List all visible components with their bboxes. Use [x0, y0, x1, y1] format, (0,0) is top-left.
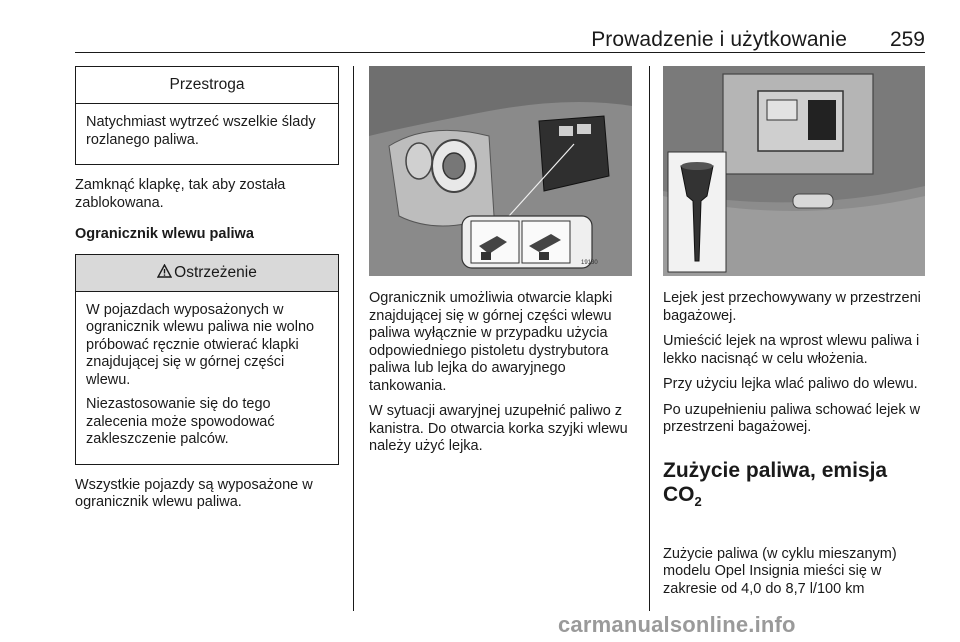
paragraph-all-vehicles: Wszystkie pojazdy są wyposażone w ogranicznik wlewu paliwa.	[75, 476, 313, 510]
paragraph-funnel-storage: Lejek jest przechowywany w przestrzeni bagażowej.	[663, 290, 921, 324]
section-title-text: Zużycie paliwa, emisja CO	[663, 458, 888, 506]
warning-box-title: Ostrzeżenie	[174, 263, 257, 281]
middle-column	[369, 290, 637, 464]
fuel-filler-figure	[369, 66, 632, 276]
warning-box-header	[76, 255, 338, 292]
warning-box-text-1: W pojazdach wyposażonych w ogranicznik wlewu paliwa nie wolno próbować ręcznie otwierać klapki znajdującej się w górnej części wlewu.	[86, 301, 315, 388]
header-divider	[75, 52, 925, 53]
subheading-fuel-limiter: Ogranicznik wlewu paliwa	[75, 226, 254, 242]
trunk-funnel-figure	[663, 66, 925, 276]
warning-box-text-2: Niezastosowanie się do tego zalecenia może spowodować zakleszczenie palców.	[86, 396, 275, 447]
paragraph-limiter-opening: Ogranicznik umożliwia otwarcie klapki znajdującej się w górnej części wlewu paliwa wyłącznie w przypadku użycia odpowiedniego pistoletu dystrybutora paliwa lub lejka do awaryjnego tankowania.	[369, 290, 613, 394]
column-divider-right	[649, 66, 650, 611]
paragraph-funnel-stow: Po uzupełnieniu paliwa schować lejek w przestrzeni bagażowej.	[663, 401, 921, 435]
warning-box	[75, 254, 339, 465]
section-title-subscript: 2	[694, 493, 702, 509]
page-header	[75, 28, 925, 50]
warning-triangle-icon	[157, 264, 172, 278]
paragraph-consumption-range: Zużycie paliwa (w cyklu mieszanym) modelu Opel Insignia mieści się w zakresie od 4,0 do 8,7 l/100 km	[663, 545, 897, 597]
paragraph-funnel-pour: Przy użyciu lejka wlać paliwo do wlewu.	[663, 376, 918, 392]
trunk-funnel-illustration	[663, 66, 925, 276]
page-number: 259	[889, 28, 925, 51]
column-divider-left	[353, 66, 354, 611]
right-column	[663, 290, 927, 606]
paragraph-close-flap: Zamknąć klapkę, tak aby została zablokowana.	[75, 177, 286, 211]
left-column	[75, 66, 339, 520]
section-title-fuel-consumption	[663, 459, 927, 514]
caution-box-text: Natychmiast wytrzeć wszelkie ślady rozlanego paliwa.	[86, 114, 316, 148]
watermark: carmanualsonline.info	[558, 612, 796, 637]
page-title: Prowadzenie i użytkowanie	[591, 28, 847, 51]
caution-box	[75, 66, 339, 165]
caution-box-title: Przestroga	[76, 67, 338, 104]
paragraph-emergency-refuel: W sytuacji awaryjnej uzupełnić paliwo z kanistra. Do otwarcia korka szyjki wlewu należy użyć lejka.	[369, 403, 628, 454]
paragraph-funnel-insert: Umieścić lejek na wprost wlewu paliwa i lekko nacisnąć w celu włożenia.	[663, 333, 920, 367]
figure-id-label: 19130	[581, 260, 598, 266]
fuel-filler-illustration	[369, 66, 632, 276]
